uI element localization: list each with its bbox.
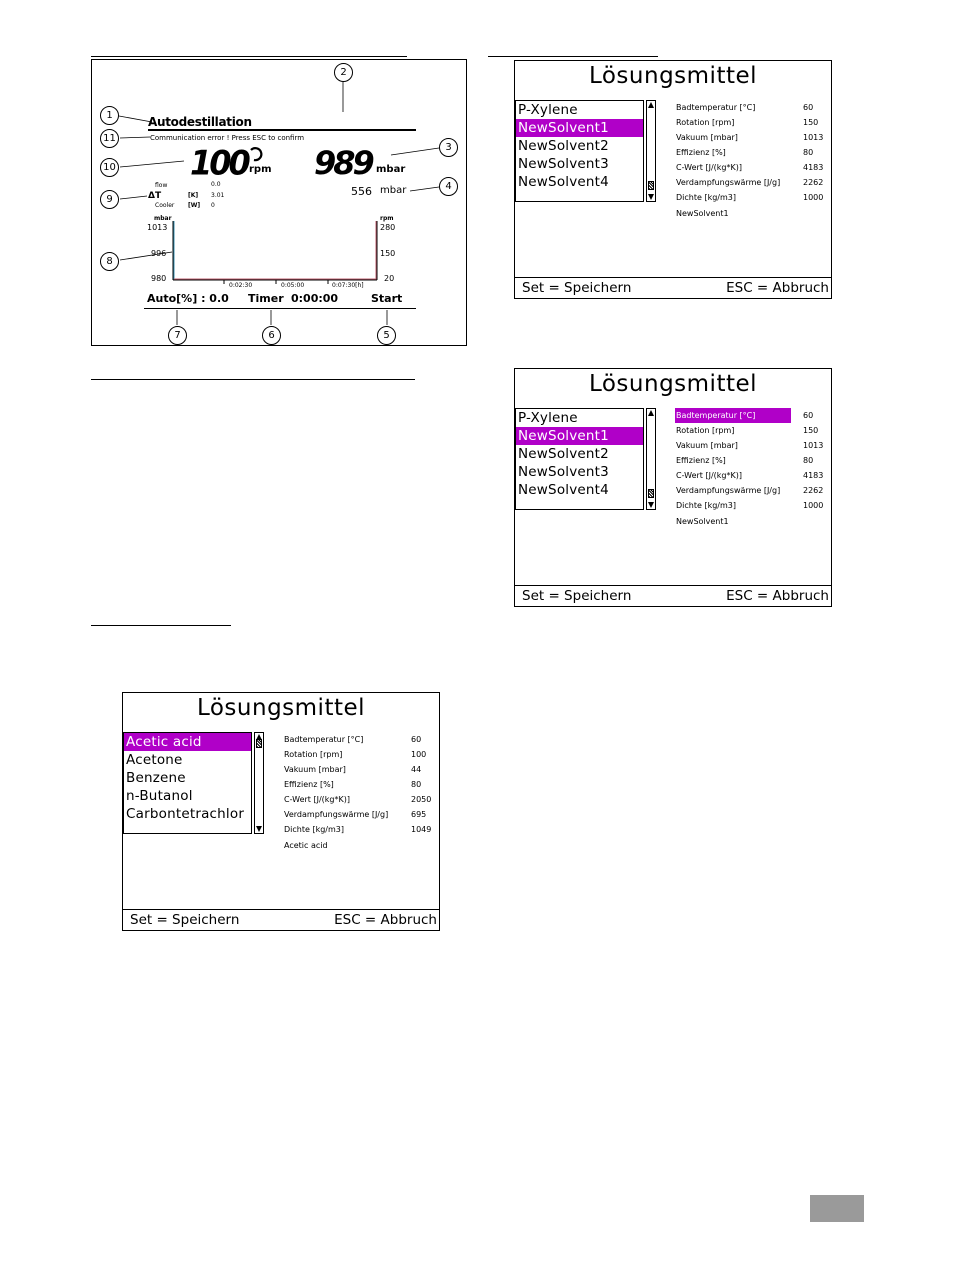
scroll-thumb[interactable] bbox=[256, 739, 262, 748]
parameter-value: 1000 bbox=[803, 501, 824, 510]
parameter-value: 60 bbox=[803, 103, 814, 112]
list-scrollbar[interactable] bbox=[254, 732, 264, 834]
parameter-label: Vakuum [mbar] bbox=[676, 133, 738, 142]
page-number-tab bbox=[810, 1195, 864, 1222]
softkey-bar bbox=[515, 585, 831, 606]
parameter-value: 150 bbox=[803, 426, 819, 435]
parameter-label: Effizienz [%] bbox=[676, 456, 726, 465]
solvent-screen bbox=[122, 692, 440, 931]
vacuum-setpoint: 556 bbox=[351, 185, 372, 198]
parameter-label: Vakuum [mbar] bbox=[676, 441, 738, 450]
parameter-row[interactable] bbox=[283, 762, 439, 777]
solvent-list-item[interactable]: NewSolvent4 bbox=[518, 482, 609, 498]
section-rule bbox=[488, 56, 658, 57]
section-rule bbox=[91, 625, 231, 626]
timer-value: 0:00:00 bbox=[291, 292, 339, 305]
solvent-list-item[interactable]: NewSolvent3 bbox=[518, 464, 609, 480]
parameter-value: 2262 bbox=[803, 178, 824, 187]
scroll-down-icon[interactable] bbox=[648, 194, 654, 200]
autodestillation-screen bbox=[91, 59, 467, 346]
solvent-list-item[interactable]: Acetic acid bbox=[124, 733, 251, 751]
chart-right-tick: 150 bbox=[380, 249, 396, 258]
chart-left-unit: mbar bbox=[154, 215, 172, 222]
parameter-row[interactable] bbox=[283, 792, 439, 807]
parameter-row[interactable] bbox=[675, 438, 831, 453]
solvent-name[interactable]: Acetic acid bbox=[284, 841, 328, 850]
solvent-list[interactable] bbox=[515, 408, 644, 510]
screen-title: Lösungsmittel bbox=[588, 63, 758, 89]
vacuum-unit: mbar bbox=[376, 164, 406, 175]
chart-left-tick: 1013 bbox=[147, 223, 168, 232]
solvent-list[interactable] bbox=[123, 732, 252, 834]
parameter-value: 80 bbox=[803, 148, 814, 157]
parameter-row[interactable] bbox=[675, 130, 831, 145]
solvent-list-item[interactable]: NewSolvent1 bbox=[516, 427, 643, 445]
section-rule bbox=[91, 56, 407, 57]
parameter-row[interactable] bbox=[675, 468, 831, 483]
callout-8: 8 bbox=[100, 252, 119, 271]
parameter-row[interactable] bbox=[675, 160, 831, 175]
parameter-value: 4183 bbox=[803, 471, 824, 480]
parameter-label: Badtemperatur [°C] bbox=[676, 103, 756, 112]
parameter-label: Rotation [rpm] bbox=[284, 750, 343, 759]
solvent-list-item[interactable]: Carbontetrachlor bbox=[126, 806, 245, 822]
parameter-row[interactable] bbox=[283, 807, 439, 822]
solvent-list-item[interactable]: NewSolvent2 bbox=[518, 446, 609, 462]
chart-left-tick: 996 bbox=[151, 249, 167, 258]
solvent-parameters bbox=[283, 732, 439, 837]
parameter-row[interactable] bbox=[283, 777, 439, 792]
parameter-label: Dichte [kg/m3] bbox=[284, 825, 344, 834]
parameter-row[interactable] bbox=[283, 732, 439, 747]
esc-cancel-softkey[interactable]: ESC = Abbruch bbox=[334, 912, 437, 928]
rpm-value: 100 bbox=[190, 143, 248, 183]
screen-title: Lösungsmittel bbox=[196, 695, 366, 721]
parameter-value: 80 bbox=[803, 456, 814, 465]
solvent-list[interactable] bbox=[515, 100, 644, 202]
solvent-screen bbox=[514, 368, 832, 607]
callout-4: 4 bbox=[439, 177, 458, 196]
solvent-list-item[interactable]: NewSolvent3 bbox=[518, 156, 609, 172]
esc-cancel-softkey[interactable]: ESC = Abbruch bbox=[726, 588, 829, 604]
parameter-row[interactable] bbox=[283, 822, 439, 837]
set-save-softkey[interactable]: Set = Speichern bbox=[522, 280, 632, 296]
set-save-softkey[interactable]: Set = Speichern bbox=[522, 588, 632, 604]
parameter-row[interactable] bbox=[675, 175, 831, 190]
solvent-list-item[interactable]: Benzene bbox=[126, 770, 186, 786]
parameter-value: 2050 bbox=[411, 795, 432, 804]
solvent-list-item[interactable]: P-Xylene bbox=[518, 410, 578, 426]
parameter-row[interactable] bbox=[675, 100, 831, 115]
softkey-bar bbox=[515, 277, 831, 298]
parameter-label: C-Wert [J/(kg*K)] bbox=[284, 795, 350, 804]
parameter-label: Badtemperatur [°C] bbox=[284, 735, 364, 744]
parameter-label: Vakuum [mbar] bbox=[284, 765, 346, 774]
chart-right-unit: rpm bbox=[380, 215, 394, 222]
parameter-value: 1013 bbox=[803, 133, 824, 142]
parameter-row[interactable] bbox=[675, 145, 831, 160]
parameter-row[interactable] bbox=[675, 453, 831, 468]
scroll-down-icon[interactable] bbox=[256, 826, 262, 832]
parameter-row[interactable] bbox=[675, 498, 831, 513]
softkey-bar bbox=[123, 909, 439, 930]
vacuum-value: 989 bbox=[314, 144, 372, 182]
list-scrollbar[interactable] bbox=[646, 100, 656, 202]
callout-7: 7 bbox=[168, 326, 187, 345]
solvent-list-item[interactable]: n-Butanol bbox=[126, 788, 193, 804]
screen-title: Lösungsmittel bbox=[588, 371, 758, 397]
chart-right-tick: 280 bbox=[380, 223, 396, 232]
solvent-parameters bbox=[675, 408, 831, 513]
scroll-up-icon[interactable] bbox=[648, 410, 654, 416]
section-rule bbox=[91, 379, 415, 380]
parameter-value: 2262 bbox=[803, 486, 824, 495]
solvent-screen bbox=[514, 60, 832, 299]
scroll-down-icon[interactable] bbox=[648, 502, 654, 508]
parameter-value: 44 bbox=[411, 765, 422, 774]
parameter-label: Dichte [kg/m3] bbox=[676, 193, 736, 202]
vacuum-setpoint-unit: mbar bbox=[380, 185, 407, 196]
solvent-list-item[interactable]: NewSolvent4 bbox=[518, 174, 609, 190]
parameter-label: Rotation [rpm] bbox=[676, 426, 735, 435]
cooler-value: 0 bbox=[211, 202, 215, 209]
list-scrollbar[interactable] bbox=[646, 408, 656, 510]
flow-label: flow bbox=[155, 182, 168, 189]
parameter-label: Effizienz [%] bbox=[284, 780, 334, 789]
parameter-value: 1013 bbox=[803, 441, 824, 450]
scroll-thumb[interactable] bbox=[648, 489, 654, 498]
rpm-unit: rpm bbox=[249, 164, 272, 175]
parameter-row[interactable] bbox=[675, 115, 831, 130]
parameter-label: C-Wert [J/(kg*K)] bbox=[676, 163, 742, 172]
parameter-label: Badtemperatur [°C] bbox=[675, 408, 791, 423]
auto-title: Autodestillation bbox=[148, 115, 252, 129]
delta-t-value: 3.01 bbox=[211, 192, 225, 199]
esc-cancel-softkey[interactable]: ESC = Abbruch bbox=[726, 280, 829, 296]
parameter-value: 80 bbox=[411, 780, 422, 789]
flow-value: 0.0 bbox=[211, 181, 221, 188]
parameter-value: 695 bbox=[411, 810, 427, 819]
callout-5: 5 bbox=[377, 326, 396, 345]
parameter-label: Effizienz [%] bbox=[676, 148, 726, 157]
callout-9: 9 bbox=[100, 190, 119, 209]
parameter-label: Verdampfungswärme [J/g] bbox=[676, 486, 781, 495]
solvent-name[interactable]: NewSolvent1 bbox=[676, 517, 729, 526]
auto-percent: Auto[%] : 0.0 bbox=[147, 292, 229, 305]
footer-line bbox=[144, 308, 416, 309]
delta-t-label: ΔT bbox=[148, 191, 162, 201]
parameter-label: Verdampfungswärme [J/g] bbox=[284, 810, 389, 819]
parameter-row[interactable] bbox=[675, 190, 831, 205]
callout-1: 1 bbox=[100, 106, 119, 125]
parameter-row[interactable] bbox=[675, 483, 831, 498]
parameter-value: 150 bbox=[803, 118, 819, 127]
cooler-unit: [W] bbox=[188, 202, 201, 209]
parameter-value: 4183 bbox=[803, 163, 824, 172]
chart-left-tick: 980 bbox=[151, 274, 167, 283]
chart-time-tick: 0:07:30[h] bbox=[332, 282, 364, 289]
callout-6: 6 bbox=[262, 326, 281, 345]
solvent-list-item[interactable]: NewSolvent1 bbox=[516, 119, 643, 137]
parameter-label: Dichte [kg/m3] bbox=[676, 501, 736, 510]
parameter-label: Verdampfungswärme [J/g] bbox=[676, 178, 781, 187]
chart-time-tick: 0:02:30 bbox=[229, 282, 253, 289]
cooler-label: Cooler bbox=[155, 202, 175, 209]
parameter-value: 100 bbox=[411, 750, 427, 759]
solvent-parameters bbox=[675, 100, 831, 205]
callout-3: 3 bbox=[439, 138, 458, 157]
solvent-list-item[interactable]: P-Xylene bbox=[518, 102, 578, 118]
set-save-softkey[interactable]: Set = Speichern bbox=[130, 912, 240, 928]
start-softkey[interactable]: Start bbox=[371, 292, 403, 305]
parameter-value: 1049 bbox=[411, 825, 432, 834]
chart-time-tick: 0:05:00 bbox=[281, 282, 305, 289]
timer-label: Timer bbox=[248, 292, 284, 305]
scroll-thumb[interactable] bbox=[648, 181, 654, 190]
scroll-up-icon[interactable] bbox=[648, 102, 654, 108]
solvent-name[interactable]: NewSolvent1 bbox=[676, 209, 729, 218]
parameter-row[interactable] bbox=[675, 423, 831, 438]
callout-2: 2 bbox=[334, 63, 353, 82]
parameter-value: 60 bbox=[803, 411, 814, 420]
callout-11: 11 bbox=[100, 129, 119, 148]
parameter-label: C-Wert [J/(kg*K)] bbox=[676, 471, 742, 480]
callout-10: 10 bbox=[100, 158, 119, 177]
parameter-value: 60 bbox=[411, 735, 422, 744]
parameter-row[interactable] bbox=[283, 747, 439, 762]
chart-right-tick: 20 bbox=[384, 274, 395, 283]
error-message: Communication error ! Press ESC to confirm bbox=[150, 134, 305, 142]
solvent-list-item[interactable]: NewSolvent2 bbox=[518, 138, 609, 154]
parameter-label: Rotation [rpm] bbox=[676, 118, 735, 127]
parameter-row[interactable] bbox=[675, 408, 831, 423]
delta-t-unit: [K] bbox=[188, 192, 199, 199]
parameter-value: 1000 bbox=[803, 193, 824, 202]
solvent-list-item[interactable]: Acetone bbox=[126, 752, 183, 768]
